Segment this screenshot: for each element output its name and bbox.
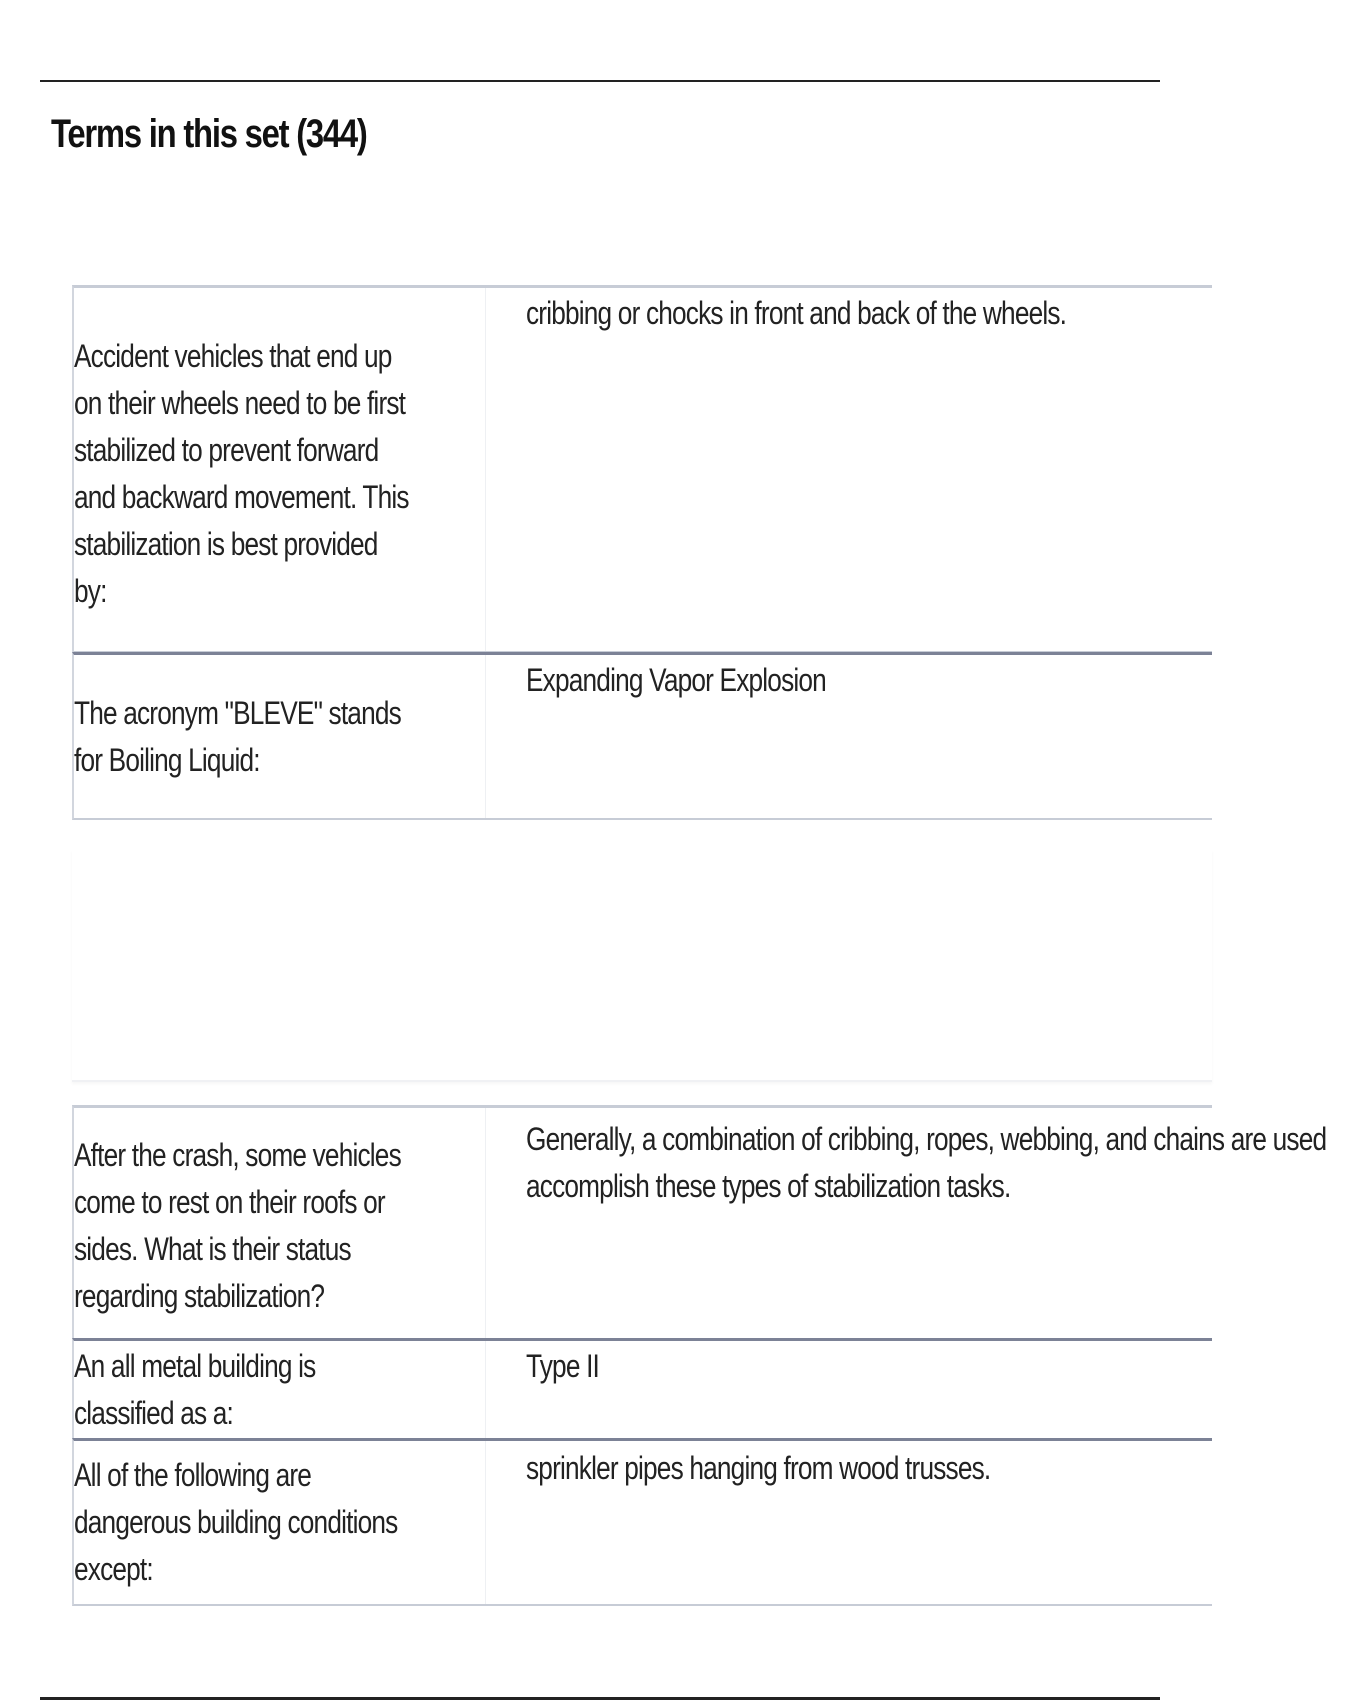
term-card[interactable] [72, 652, 1212, 820]
term-card[interactable] [72, 285, 1212, 653]
definition-text: cribbing or chocks in front and back of the wheels. [526, 295, 1067, 331]
definition-cell [526, 1116, 1346, 1210]
term-cell [74, 288, 486, 651]
term-card[interactable] [72, 1338, 1212, 1440]
empty-card-placeholder [72, 850, 1212, 1082]
definition-text: Generally, a combination of cribbing, ropes, webbing, and chains are used accomplish these types of stabilization tasks. [526, 1121, 1327, 1204]
term-text: An all metal building is classified as a: [74, 1347, 316, 1431]
term-cell [74, 655, 486, 818]
term-text: All of the following are dangerous building conditions except: [74, 1457, 398, 1587]
definition-cell [526, 1343, 1346, 1390]
term-text: The acronym "BLEVE" stands for Boiling Liquid: [74, 694, 401, 778]
term-cell [74, 1441, 486, 1604]
terms-heading: Terms in this set (344) [51, 112, 367, 156]
top-divider [40, 80, 1160, 82]
term-cell [74, 1341, 486, 1438]
term-card[interactable] [72, 1438, 1212, 1606]
definition-text: Expanding Vapor Explosion [526, 662, 826, 698]
term-cell [74, 1108, 486, 1338]
term-card[interactable] [72, 1105, 1327, 1340]
definition-cell [526, 290, 1346, 337]
definition-text: sprinkler pipes hanging from wood trusses. [526, 1450, 991, 1486]
term-text: Accident vehicles that end up on their wheels need to be first stabilized to prevent forward and backward movement. This stabilization is best provided by: [74, 337, 409, 609]
definition-text: Type II [526, 1348, 600, 1384]
definition-cell [526, 657, 1346, 704]
definition-cell [526, 1445, 1346, 1492]
term-text: After the crash, some vehicles come to rest on their roofs or sides. What is their status regarding stabilization? [74, 1137, 401, 1314]
